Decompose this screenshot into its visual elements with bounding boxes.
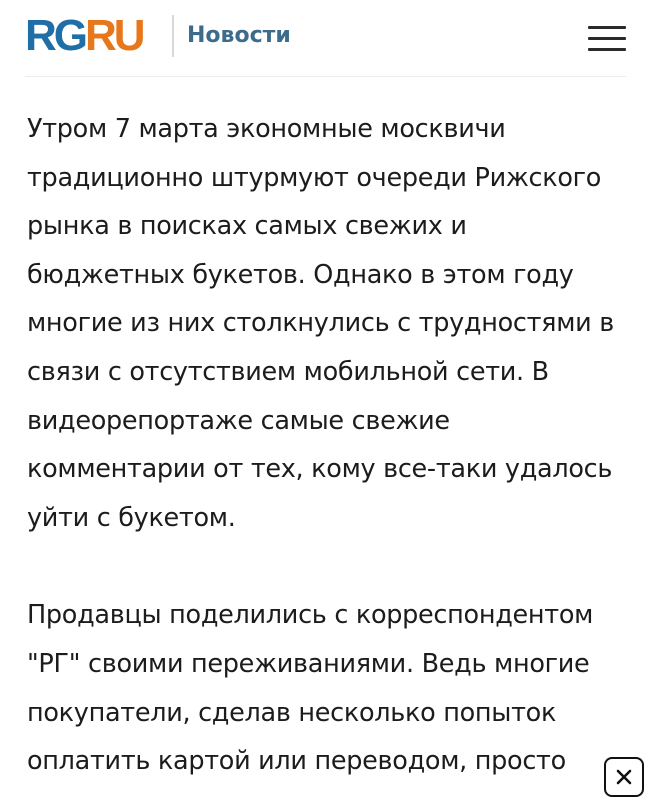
close-icon	[615, 768, 633, 786]
menu-bar	[588, 37, 626, 40]
article-body	[27, 105, 627, 786]
logo-ru-text: RU	[85, 11, 143, 60]
header-separator	[25, 76, 626, 77]
site-header	[0, 0, 651, 78]
menu-bar	[588, 48, 626, 51]
article-paragraph: Утром 7 марта экономные москвичи традиционно штурмуют очереди Рижского рынка в поисках самых свежих и бюджетных букетов. Однако в этом году многие из них столкнулись с трудностями в связи с отсутствием мобильной сети. В видеорепортаже самые свежие комментарии от тех, кому все-таки удалось уйти с букетом.	[27, 114, 614, 533]
header-divider	[172, 15, 174, 57]
close-button[interactable]	[604, 757, 644, 797]
rg-ru-logo[interactable]	[25, 13, 143, 59]
logo-rg-text: RG	[25, 11, 85, 60]
section-title-link[interactable]: Новости	[187, 23, 291, 48]
article-paragraph: Продавцы поделились с корреспондентом "РГ" своими переживаниями. Ведь многие покупатели, сделав несколько попыток оплатить картой или переводом, просто	[27, 600, 594, 777]
menu-bar	[588, 26, 626, 29]
hamburger-menu-icon[interactable]	[586, 24, 628, 54]
